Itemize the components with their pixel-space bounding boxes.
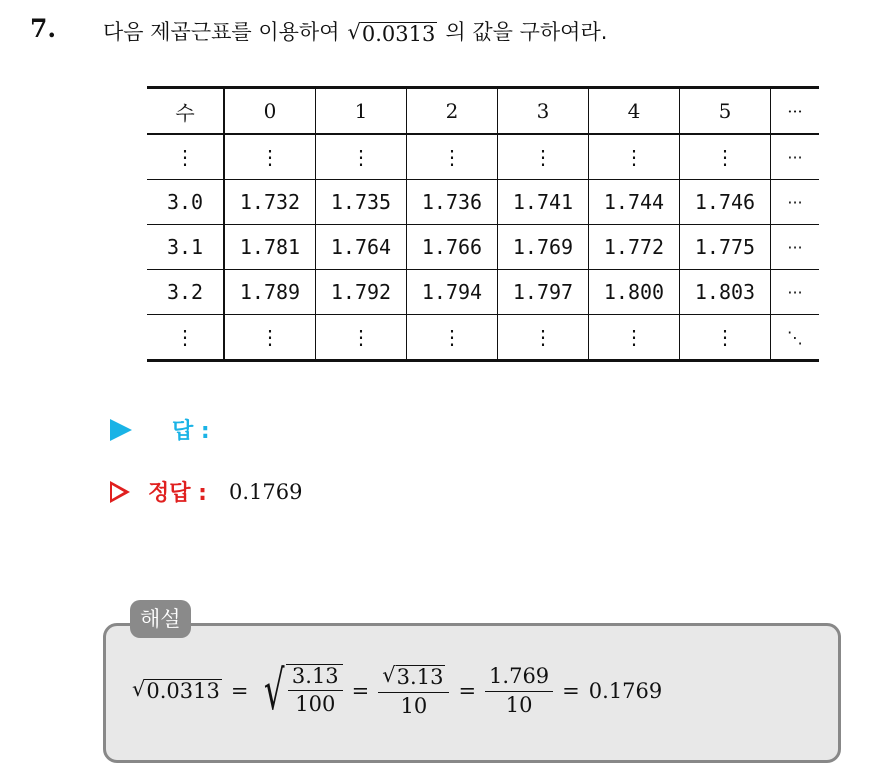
table-cell: 3.0 (147, 180, 224, 225)
table-cell: ⋮ (224, 134, 316, 180)
table-header-cell: ··· (771, 88, 820, 135)
table-row (147, 270, 819, 315)
table-cell: 1.792 (316, 270, 407, 315)
table-cell: ⋮ (680, 315, 771, 361)
correct-answer-value: 0.1769 (228, 479, 303, 504)
table-header-cell: 수 (147, 88, 224, 135)
table-cell: ⋮ (224, 315, 316, 361)
solution-sqrt (132, 676, 222, 703)
question-number: 7. (30, 14, 57, 43)
table-cell: ··· (771, 180, 820, 225)
table-cell: ⋮ (147, 134, 224, 180)
table-header-cell: 5 (680, 88, 771, 135)
numerator-sqrt (382, 665, 445, 689)
table-row (147, 134, 819, 180)
correct-answer-label: 정답 : (148, 481, 207, 506)
table-cell: ⋮ (589, 134, 680, 180)
question-sqrt (348, 22, 438, 46)
table-cell: 1.772 (589, 225, 680, 270)
table-cell: 1.775 (680, 225, 771, 270)
radical-sign-icon: √ (264, 659, 286, 722)
equals-sign: = (230, 679, 249, 703)
radical-sign-icon: √ (132, 676, 146, 701)
solution-sqrt-fraction (257, 659, 342, 722)
equals-sign: = (458, 679, 477, 703)
table-cell: ⋮ (498, 315, 589, 361)
table-header-cell: 1 (316, 88, 407, 135)
table-cell: 1.746 (680, 180, 771, 225)
question-text-before: 다음 제곱근표를 이용하여 (103, 20, 340, 44)
table-cell: ··· (771, 270, 820, 315)
table-cell: 1.803 (680, 270, 771, 315)
table-cell: ⋮ (316, 315, 407, 361)
table-cell: 1.732 (224, 180, 316, 225)
solution-tag: 해설 (130, 600, 191, 638)
fraction-numerator: 1.769 (485, 665, 553, 691)
fraction-denominator: 10 (505, 692, 533, 717)
solution-formula (132, 659, 663, 722)
table-cell: ⋱ (771, 315, 820, 361)
fraction-denominator: 10 (400, 693, 428, 718)
table-cell: ⋮ (680, 134, 771, 180)
table-cell: 1.766 (407, 225, 498, 270)
solution-result: 0.1769 (588, 679, 663, 703)
table-header-cell: 2 (407, 88, 498, 135)
square-root-table (147, 86, 819, 362)
table-cell: ⋮ (498, 134, 589, 180)
radical-sign-icon: √ (347, 20, 361, 44)
table-row (147, 180, 819, 225)
question-text (103, 16, 607, 46)
table-row (147, 315, 819, 361)
table-cell: ⋮ (407, 134, 498, 180)
numerator-radicand: 3.13 (396, 665, 444, 690)
table-cell: 1.741 (498, 180, 589, 225)
table-cell: 1.764 (316, 225, 407, 270)
table-cell: ··· (771, 225, 820, 270)
table-header-cell: 3 (498, 88, 589, 135)
table-header-cell: 0 (224, 88, 316, 135)
fraction (485, 665, 553, 716)
table-cell: ··· (771, 134, 820, 180)
equals-sign: = (351, 679, 370, 703)
table-cell: 1.744 (589, 180, 680, 225)
fraction-numerator: 3.13 (288, 665, 343, 691)
table-cell: 3.2 (147, 270, 224, 315)
table-row (147, 225, 819, 270)
answer-label: 답 : (172, 419, 210, 444)
fraction (378, 664, 449, 717)
correct-arrow-icon (110, 481, 130, 503)
table-header-cell: 4 (589, 88, 680, 135)
table-cell: 1.797 (498, 270, 589, 315)
solution-radicand: 0.0313 (146, 678, 220, 703)
answer-arrow-icon (110, 419, 132, 441)
table-cell: ⋮ (589, 315, 680, 361)
table-cell: ⋮ (147, 315, 224, 361)
table-cell: 1.789 (224, 270, 316, 315)
table-cell: 3.1 (147, 225, 224, 270)
table-cell: ⋮ (407, 315, 498, 361)
table-cell: 1.800 (589, 270, 680, 315)
fraction-numerator (378, 664, 449, 692)
question-text-after: 의 값을 구하여라. (445, 20, 608, 44)
radical-sign-icon: √ (382, 663, 396, 688)
equals-sign: = (562, 679, 580, 703)
fraction-denominator: 100 (295, 692, 336, 717)
table-cell: 1.736 (407, 180, 498, 225)
answer-line (110, 414, 210, 445)
fraction (286, 664, 343, 718)
table-cell: 1.769 (498, 225, 589, 270)
table-cell: 1.781 (224, 225, 316, 270)
table-cell: ⋮ (316, 134, 407, 180)
correct-answer-line (110, 476, 302, 507)
table-cell: 1.735 (316, 180, 407, 225)
question-radicand: 0.0313 (361, 22, 436, 46)
table-header-row (147, 88, 819, 135)
table-cell: 1.794 (407, 270, 498, 315)
